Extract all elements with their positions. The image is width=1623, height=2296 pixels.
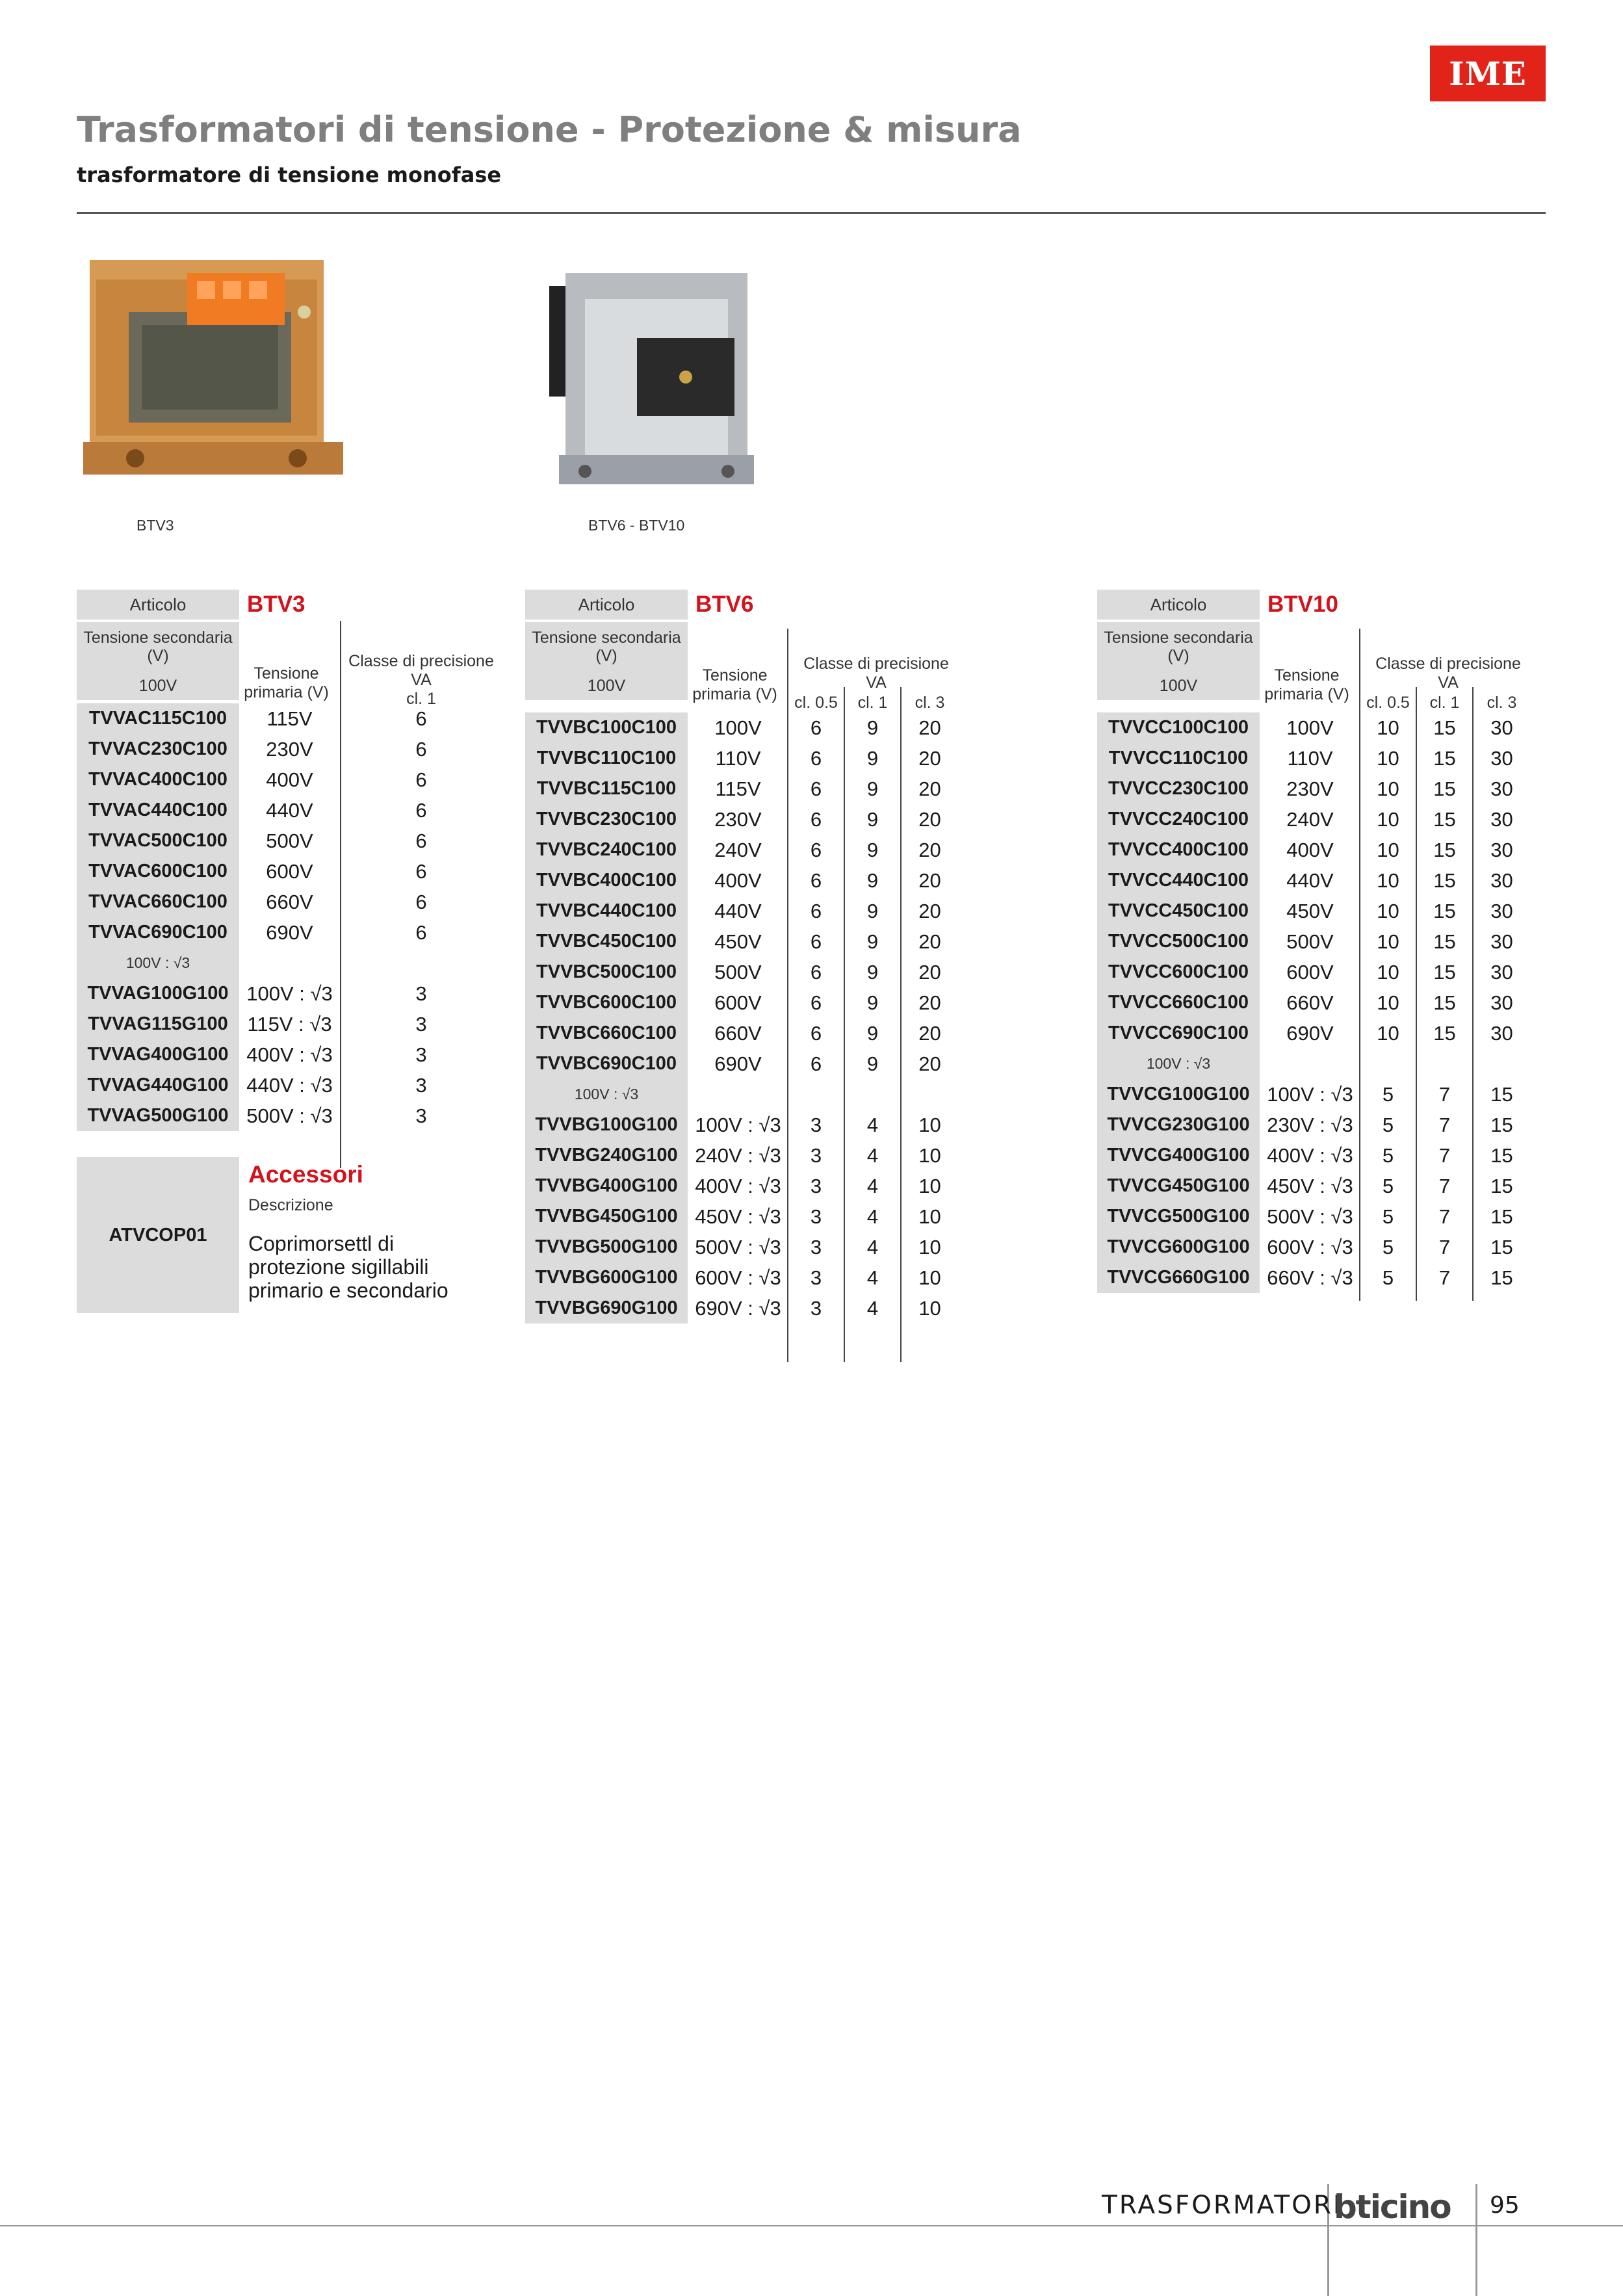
- table-row: TVVCC440C100 440V 10 15 30: [1097, 865, 1533, 896]
- table-row: TVVCC450C100 450V 10 15 30: [1097, 896, 1533, 926]
- cl05-header: cl. 0.5: [794, 694, 838, 712]
- cl05-header: cl. 0.5: [1366, 694, 1410, 712]
- accessory-code: ATVCOP01: [77, 1157, 239, 1313]
- btv3-series-title: BTV3: [247, 592, 305, 617]
- table-row: TVVAC230C100 230V 6: [77, 734, 499, 764]
- header-divider: [77, 212, 1546, 214]
- table-row: TVVCC100C100 100V 10 15 30: [1097, 712, 1533, 743]
- btv3-product-image: [83, 241, 350, 491]
- table-row: TVVBC110C100 110V 6 9 20: [525, 743, 961, 774]
- table-row: TVVBC440C100 440V 6 9 20: [525, 896, 961, 926]
- table-row: TVVCC400C100 400V 10 15 30: [1097, 835, 1533, 865]
- bticino-logo: bticino: [1334, 2188, 1451, 2226]
- table-row: TVVCC230C100 230V 10 15 30: [1097, 774, 1533, 804]
- cl1-header: cl. 1: [1429, 694, 1460, 712]
- articolo-label: Articolo: [1097, 590, 1260, 620]
- sub-header-100v-root3: 100V : √3: [525, 1079, 688, 1110]
- table-row: TVVCG230G100 230V : √3 5 7 15: [1097, 1110, 1533, 1140]
- cl3-header: cl. 3: [1487, 694, 1517, 712]
- table-row: TVVBG500G100 500V : √3 3 4 10: [525, 1232, 961, 1262]
- page-number: 95: [1490, 2192, 1520, 2219]
- table-row: TVVCG600G100 600V : √3 5 7 15: [1097, 1232, 1533, 1262]
- table-row: TVVCC500C100 500V 10 15 30: [1097, 926, 1533, 957]
- accessory-description: Coprimorsettl di protezione sigillabili primario e secondario: [248, 1232, 448, 1302]
- table-row: TVVCG660G100 660V : √3 5 7 15: [1097, 1262, 1533, 1293]
- btv6-series-title: BTV6: [695, 592, 754, 617]
- footer-divider-vertical: [1475, 2184, 1477, 2296]
- cl1-header: cl. 1: [857, 694, 888, 712]
- table-row: TVVBG600G100 600V : √3 3 4 10: [525, 1262, 961, 1293]
- table-row: TVVBC500C100 500V 6 9 20: [525, 957, 961, 987]
- table-row: TVVBC240C100 240V 6 9 20: [525, 835, 961, 865]
- table-row: TVVBC100C100 100V 6 9 20: [525, 712, 961, 743]
- table-row: TVVCC660C100 660V 10 15 30: [1097, 987, 1533, 1018]
- table-row: TVVCC600C100 600V 10 15 30: [1097, 957, 1533, 987]
- table-row: TVVAC440C100 440V 6: [77, 795, 499, 826]
- btv6-btv10-caption: BTV6 - BTV10: [588, 517, 685, 534]
- table-row: TVVCC110C100 110V 10 15 30: [1097, 743, 1533, 774]
- tensione-primaria-header: Tensione primaria (V): [692, 666, 777, 703]
- accessori-title: Accessori: [248, 1161, 363, 1188]
- tensione-primaria-header: Tensione primaria (V): [1264, 666, 1349, 703]
- ime-logo: IME: [1430, 46, 1546, 101]
- table-row: TVVCC240C100 240V 10 15 30: [1097, 804, 1533, 835]
- table-row: TVVAC400C100 400V 6: [77, 764, 499, 795]
- table-row: TVVAC690C100 690V 6: [77, 917, 499, 948]
- btv10-series-title: BTV10: [1267, 592, 1338, 617]
- table-row: TVVAC500C100 500V 6: [77, 826, 499, 856]
- table-row: TVVAG440G100 440V : √3 3: [77, 1070, 499, 1101]
- table-row: TVVCG450G100 450V : √3 5 7 15: [1097, 1171, 1533, 1201]
- btv10-table: [1097, 590, 1533, 1305]
- classe-precisione-header: Classe di precisione VA: [803, 655, 949, 692]
- tensione-primaria-header: Tensione primaria (V): [244, 664, 329, 701]
- table-row: TVVBC600C100 600V 6 9 20: [525, 987, 961, 1018]
- table-row: TVVAG400G100 400V : √3 3: [77, 1039, 499, 1070]
- classe-precisione-header: Classe di precisione VA: [1375, 655, 1521, 692]
- table-row: TVVBG400G100 400V : √3 3 4 10: [525, 1171, 961, 1201]
- footer-section-title: TRASFORMATORI: [1102, 2191, 1343, 2220]
- table-row: TVVBC450C100 450V 6 9 20: [525, 926, 961, 957]
- descrizione-label: Descrizione: [248, 1196, 333, 1214]
- table-row: TVVBG690G100 690V : √3 3 4 10: [525, 1293, 961, 1324]
- articolo-label: Articolo: [525, 590, 688, 620]
- table-row: TVVAC600C100 600V 6: [77, 856, 499, 887]
- table-row: TVVCG100G100 100V : √3 5 7 15: [1097, 1079, 1533, 1110]
- btv6-table: [525, 590, 961, 1337]
- table-row: TVVAG115G100 115V : √3 3: [77, 1009, 499, 1039]
- page-title: Trasformatori di tensione - Protezione & misura: [77, 109, 1022, 150]
- tensione-secondaria-header: Tensione secondaria (V) 100V: [1097, 622, 1260, 700]
- sub-header-100v-root3: 100V : √3: [77, 948, 239, 978]
- table-row: TVVAG500G100 500V : √3 3: [77, 1101, 499, 1131]
- table-row: TVVBG450G100 450V : √3 3 4 10: [525, 1201, 961, 1232]
- table-row: TVVCG500G100 500V : √3 5 7 15: [1097, 1201, 1533, 1232]
- table-row: TVVBC660C100 660V 6 9 20: [525, 1018, 961, 1049]
- table-row: TVVBC690C100 690V 6 9 20: [525, 1049, 961, 1079]
- tensione-secondaria-header: Tensione secondaria (V) 100V: [77, 622, 239, 700]
- btv6-product-image: [546, 260, 760, 501]
- btv3-table: [77, 590, 499, 1149]
- btv3-caption: BTV3: [136, 517, 174, 534]
- table-row: TVVBG100G100 100V : √3 3 4 10: [525, 1110, 961, 1140]
- classe-precisione-header: Classe di precisione VA cl. 1: [348, 652, 494, 708]
- table-row: TVVAC115C100 115V 6: [77, 703, 499, 734]
- table-row: TVVBG240G100 240V : √3 3 4 10: [525, 1140, 961, 1171]
- table-row: TVVBC230C100 230V 6 9 20: [525, 804, 961, 835]
- table-row: TVVAG100G100 100V : √3 3: [77, 978, 499, 1009]
- table-row: TVVCC690C100 690V 10 15 30: [1097, 1018, 1533, 1049]
- articolo-label: Articolo: [77, 590, 239, 620]
- table-row: TVVAC660C100 660V 6: [77, 887, 499, 917]
- cl3-header: cl. 3: [915, 694, 945, 712]
- table-row: TVVBC400C100 400V 6 9 20: [525, 865, 961, 896]
- page-subtitle: trasformatore di tensione monofase: [77, 163, 502, 187]
- table-row: TVVBC115C100 115V 6 9 20: [525, 774, 961, 804]
- sub-header-100v-root3: 100V : √3: [1097, 1049, 1260, 1079]
- table-row: TVVCG400G100 400V : √3 5 7 15: [1097, 1140, 1533, 1171]
- tensione-secondaria-header: Tensione secondaria (V) 100V: [525, 622, 688, 700]
